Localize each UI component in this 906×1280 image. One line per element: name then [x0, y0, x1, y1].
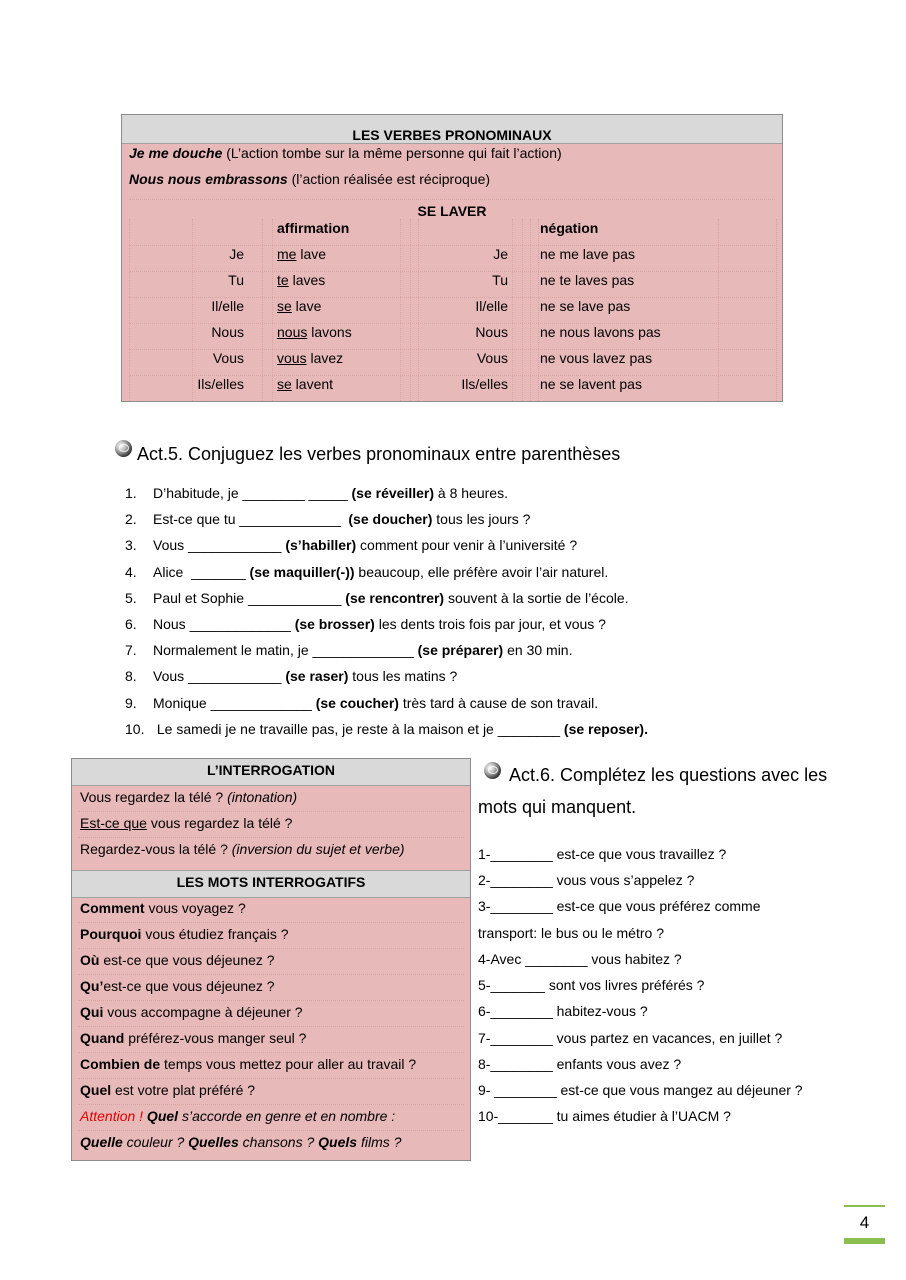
- exercise-item: 10. Le samedi je ne travaille pas, je reste à la maison et je ________ (se reposer).: [125, 721, 648, 737]
- interrogation-line-1: Vous regardez la télé ? (intonation): [80, 789, 298, 805]
- interrogative-word-line: Où est-ce que vous déjeunez ?: [80, 952, 275, 968]
- pronoun: Vous: [212, 350, 244, 366]
- affirmation-header: affirmation: [277, 220, 350, 236]
- affirmation-form: me lave: [277, 246, 327, 262]
- interrogation-line-3: Regardez-vous la télé ? (inversion du sujet et verbe): [80, 841, 405, 857]
- page-number: 4: [859, 1213, 870, 1232]
- example-line-1: [129, 145, 562, 161]
- act6-title: Act.6. Complétez les questions avec les: [509, 765, 828, 785]
- pronoun: Nous: [211, 324, 244, 340]
- exercise-item: 1. D’habitude, je ________ _____ (se réveiller) à 8 heures.: [125, 485, 508, 501]
- pronoun: Il/elle: [211, 298, 244, 314]
- affirmation-form: se lave: [277, 298, 322, 314]
- question-item: transport: le bus ou le métro ?: [478, 925, 664, 941]
- example-1-rest: (L’action tombe sur la même personne qui fait l’action): [222, 145, 562, 161]
- negation-form: ne te laves pas: [540, 272, 635, 288]
- question-item: 4-Avec ________ vous habitez ?: [478, 951, 682, 967]
- interrogative-word-line: Pourquoi vous étudiez français ?: [80, 926, 289, 942]
- question-item: 6-________ habitez-vous ?: [478, 1003, 648, 1019]
- question-item: 8-________ enfants vous avez ?: [478, 1056, 682, 1072]
- interrogation-line-2: Est-ce que vous regardez la télé ?: [80, 815, 293, 831]
- interrogative-word-line: Comment vous voyagez ?: [80, 900, 246, 916]
- exercise-item: 8. Vous ____________ (se raser) tous les matins ?: [125, 668, 458, 684]
- example-2-rest: (l’action réalisée est réciproque): [287, 171, 491, 187]
- sphere-bullet-icon: [115, 440, 132, 457]
- question-item: 3-________ est-ce que vous préférez comme: [478, 898, 761, 914]
- interrogative-word-line: Combien de temps vous mettez pour aller au travail ?: [80, 1056, 417, 1072]
- exercise-item: 9. Monique _____________ (se coucher) très tard à cause de son travail.: [125, 695, 599, 711]
- interrogation-title: L’INTERROGATION: [72, 759, 470, 786]
- negation-form: ne nous lavons pas: [540, 324, 661, 340]
- exercise-item: 5. Paul et Sophie ____________ (se rencontrer) souvent à la sortie de l’école.: [125, 590, 629, 606]
- pronoun-neg: Nous: [475, 324, 508, 340]
- interrogation-box: [71, 758, 471, 1161]
- question-item: 9- ________ est-ce que vous mangez au déjeuner ?: [478, 1082, 803, 1098]
- pronoun-neg: Ils/elles: [461, 376, 508, 392]
- exercise-item: 7. Normalement le matin, je _____________ (se préparer) en 30 min.: [125, 642, 573, 658]
- pronoun-neg: Vous: [476, 350, 508, 366]
- negation-header: négation: [540, 220, 599, 236]
- affirmation-form: nous lavons: [277, 324, 352, 340]
- negation-form: ne vous lavez pas: [540, 350, 653, 366]
- act5-title: Act.5. Conjuguez les verbes pronominaux entre parenthèses: [137, 444, 621, 464]
- interrogative-words-title: LES MOTS INTERROGATIFS: [72, 870, 470, 898]
- interrogative-word-line: Qui vous accompagne à déjeuner ?: [80, 1004, 303, 1020]
- question-item: 10-_______ tu aimes étudier à l’UACM ?: [478, 1108, 731, 1124]
- act6-title-continued: mots qui manquent.: [478, 797, 637, 817]
- pronoun-neg: Il/elle: [475, 298, 508, 314]
- negation-form: ne me lave pas: [540, 246, 635, 262]
- exercise-item: 4. Alice _______ (se maquiller(-)) beaucoup, elle préfère avoir l’air naturel.: [125, 564, 609, 580]
- pronoun: Je: [229, 246, 244, 262]
- exercise-item: 3. Vous ____________ (s’habiller) comment pour venir à l’université ?: [125, 537, 578, 553]
- interrogative-word-line: Quand préférez-vous manger seul ?: [80, 1030, 307, 1046]
- affirmation-form: vous lavez: [277, 350, 344, 366]
- affirmation-form: se lavent: [277, 376, 334, 392]
- example-line-2: [129, 171, 490, 187]
- page-number-rule-top: [844, 1205, 885, 1207]
- pronoun: Tu: [228, 272, 244, 288]
- exercise-item: 2. Est-ce que tu _____________ (se doucher) tous les jours ?: [125, 511, 531, 527]
- agreement-examples: Quelle couleur ? Quelles chansons ? Quels films ?: [80, 1134, 402, 1150]
- exercise-item: 6. Nous _____________ (se brosser) les dents trois fois par jour, et vous ?: [125, 616, 606, 632]
- sphere-bullet-icon: [484, 762, 501, 779]
- conjugation-title: SE LAVER: [417, 203, 487, 219]
- attention-note: Attention ! Quel s’accorde en genre et en nombre :: [80, 1108, 396, 1124]
- affirmation-form: te laves: [277, 272, 326, 288]
- question-item: 5-_______ sont vos livres préférés ?: [478, 977, 705, 993]
- pronoun-neg: Tu: [492, 272, 508, 288]
- question-item: 7-________ vous partez en vacances, en juillet ?: [478, 1030, 783, 1046]
- example-2-bold: Nous nous embrassons: [129, 171, 288, 187]
- example-1-bold: Je me douche: [129, 145, 223, 161]
- table-title: LES VERBES PRONOMINAUX: [122, 115, 782, 144]
- pronoun-neg: Je: [493, 246, 508, 262]
- pronoun: Ils/elles: [197, 376, 244, 392]
- page-number-rule-bottom: [844, 1238, 885, 1244]
- interrogative-word-line: Quel est votre plat préféré ?: [80, 1082, 256, 1098]
- negation-form: ne se lave pas: [540, 298, 631, 314]
- question-item: 2-________ vous vous s’appelez ?: [478, 872, 695, 888]
- question-item: 1-________ est-ce que vous travaillez ?: [478, 846, 727, 862]
- pronominal-verbs-table: [121, 114, 783, 402]
- negation-form: ne se lavent pas: [540, 376, 642, 392]
- interrogative-word-line: Qu’est-ce que vous déjeunez ?: [80, 978, 275, 994]
